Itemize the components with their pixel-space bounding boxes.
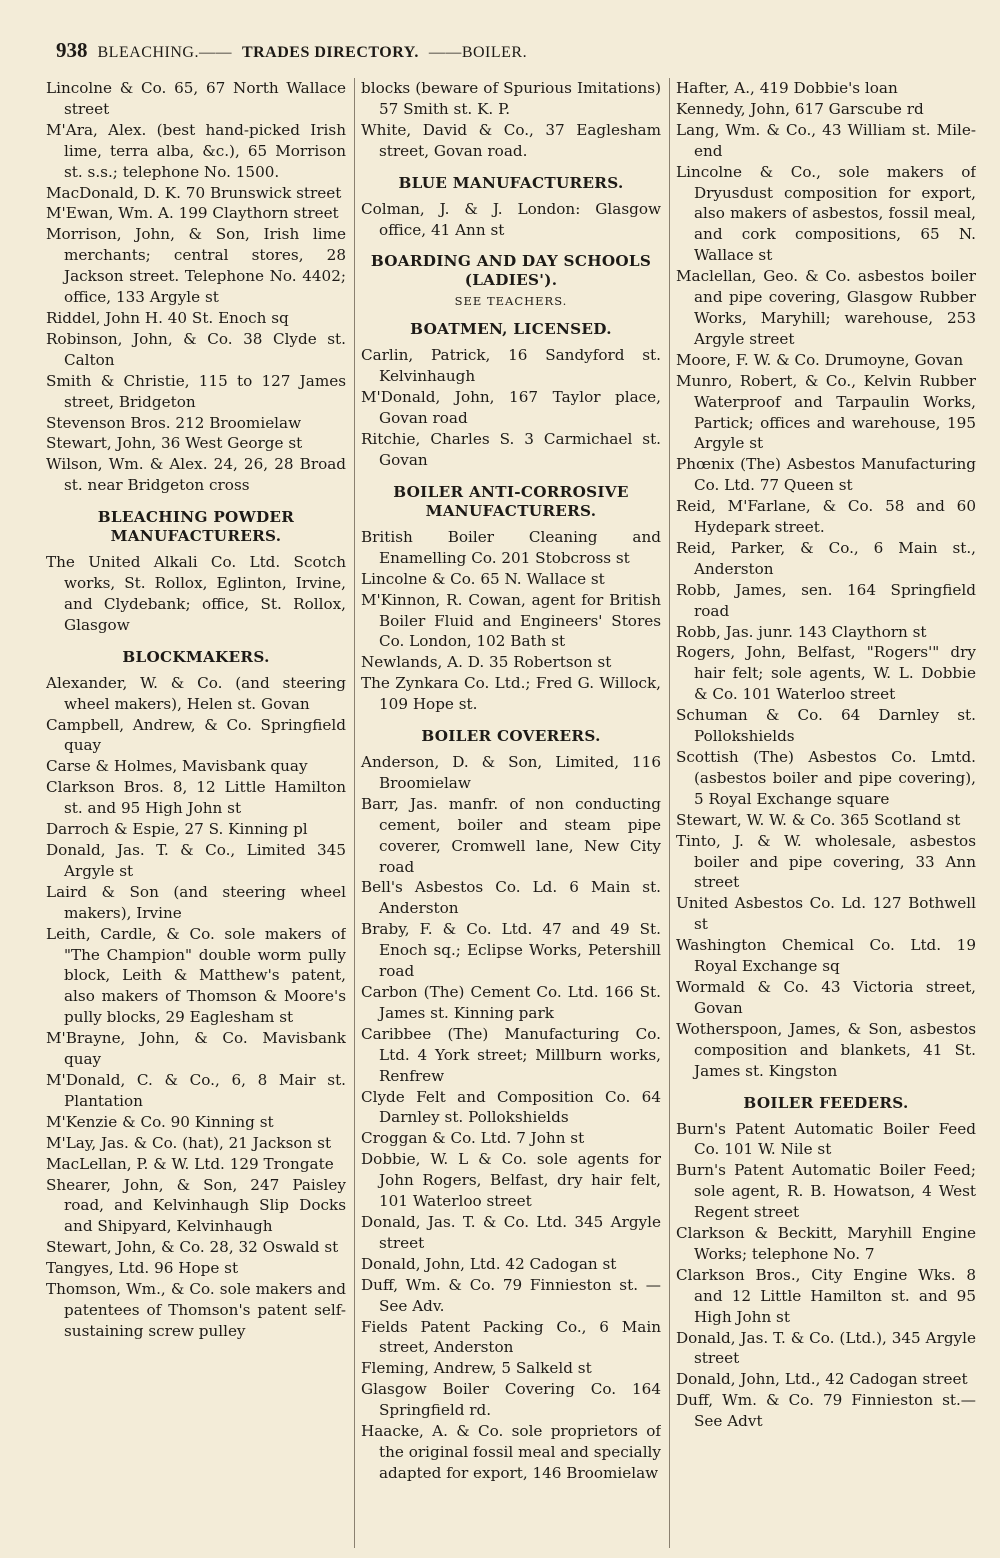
directory-entry: Laird & Son (and steering wheel makers), Irvine: [46, 882, 346, 922]
directory-entry: Colman, J. & J. London: Glasgow office, 41 Ann st: [361, 199, 661, 239]
directory-entry: Stevenson Bros. 212 Broomielaw: [46, 413, 302, 432]
running-head-left: BLEACHING.——: [97, 44, 232, 61]
directory-entry: British Boiler Cleaning and Enamelling Co. 201 Stobcross st: [361, 527, 661, 567]
directory-entry: The Zynkara Co. Ltd.; Fred G. Willock, 109 Hope st.: [361, 674, 661, 714]
directory-entry: United Asbestos Co. Ld. 127 Bothwell st: [676, 894, 976, 934]
directory-entry: Riddel, John H. 40 St. Enoch sq: [46, 308, 289, 327]
cross-reference: SEE TEACHERS.: [454, 294, 568, 309]
directory-entry: Glasgow Boiler Covering Co. 164 Springfield rd.: [361, 1380, 661, 1420]
directory-entry: Leith, Cardle, & Co. sole makers of "The Champion" double worm pully block, Leith & Matthew's patent, also makers of Thomson & Moore's pully blocks, 29 Eaglesham st: [46, 924, 346, 1027]
directory-entry: Carbon (The) Cement Co. Ltd. 166 St. James st. Kinning park: [361, 983, 661, 1022]
directory-entry: Donald, Jas. T. & Co. Ltd. 345 Argyle street: [361, 1212, 661, 1252]
section-heading: BOARDING AND DAY SCHOOLS (LADIES').: [370, 252, 652, 290]
section-heading: BLEACHING POWDER MANUFACTURERS.: [97, 508, 295, 546]
directory-entry: Haacke, A. & Co. sole proprietors of the original fossil meal and specially adapted for export, 146 Broomielaw: [361, 1422, 661, 1482]
directory-entry: Carlin, Patrick, 16 Sandyford st. Kelvinhaugh: [361, 346, 661, 386]
directory-entry: M'Donald, C. & Co., 6, 8 Mair st. Plantation: [46, 1070, 346, 1110]
directory-entry: Lincolne & Co. 65 N. Wallace st: [361, 569, 605, 588]
directory-entry: Washington Chemical Co. Ltd. 19 Royal Exchange sq: [676, 936, 976, 976]
directory-entry: Shearer, John, & Son, 247 Paisley road, and Kelvinhaugh Slip Docks and Shipyard, Kelvinhaugh: [46, 1175, 346, 1236]
directory-entry: Reid, M'Farlane, & Co. 58 and 60 Hydepark street.: [676, 497, 976, 537]
section-heading: BOILER FEEDERS.: [743, 1093, 909, 1112]
directory-entry: Scottish (The) Asbestos Co. Lmtd. (asbestos boiler and pipe covering), 5 Royal Exchange square: [676, 748, 976, 808]
directory-entry: Schuman & Co. 64 Darnley st. Pollokshields: [676, 706, 976, 746]
directory-entry: Lincolne & Co., sole makers of Dryusdust composition for export, also makers of asbestos, fossil meal, and cork compositions, 65 N. Wallace st: [676, 162, 976, 265]
directory-entry: Darroch & Espie, 27 S. Kinning pl: [46, 820, 308, 839]
directory-entry: Dobbie, W. L & Co. sole agents for John Rogers, Belfast, dry hair felt, 101 Waterloo street: [361, 1150, 661, 1211]
directory-entry: Reid, Parker, & Co., 6 Main st., Anderston: [676, 538, 976, 578]
directory-entry: Anderson, D. & Son, Limited, 116 Broomielaw: [361, 753, 661, 792]
columns: [46, 78, 991, 1548]
directory-entry: Carse & Holmes, Mavisbank quay: [46, 757, 308, 776]
directory-entry: Wilson, Wm. & Alex. 24, 26, 28 Broad st. near Bridgeton cross: [46, 455, 346, 495]
directory-entry: Phœnix (The) Asbestos Manufacturing Co. Ltd. 77 Queen st: [676, 455, 976, 495]
directory-entry: Duff, Wm. & Co. 79 Finnieston st.—See Advt: [676, 1391, 976, 1431]
directory-entry: Donald, John, Ltd., 42 Cadogan street: [676, 1370, 968, 1389]
directory-entry: Bell's Asbestos Co. Ld. 6 Main st. Anderston: [361, 878, 661, 918]
directory-entry: M'Donald, John, 167 Taylor place, Govan road: [361, 388, 661, 428]
directory-entry: Newlands, A. D. 35 Robertson st: [361, 653, 612, 672]
directory-entry: Robb, James, sen. 164 Springfield road: [676, 580, 976, 620]
section-heading: BOATMEN, LICENSED.: [410, 320, 612, 339]
directory-entry: Thomson, Wm., & Co. sole makers and patentees of Thomson's patent self-sustaining screw pulley: [46, 1280, 346, 1340]
directory-entry: Fleming, Andrew, 5 Salkeld st: [361, 1359, 592, 1378]
directory-entry: Clarkson Bros., City Engine Wks. 8 and 12 Little Hamilton st. and 95 High John st: [676, 1265, 976, 1326]
directory-entry: Wormald & Co. 43 Victoria street, Govan: [676, 977, 976, 1017]
section-heading: BOILER COVERERS.: [421, 727, 601, 746]
directory-entry: Tinto, J. & W. wholesale, asbestos boiler and pipe covering, 33 Ann street: [676, 831, 976, 892]
section-heading: BLOCKMAKERS.: [122, 647, 270, 666]
directory-entry: Alexander, W. & Co. (and steering wheel makers), Helen st. Govan: [46, 673, 346, 713]
directory-entry: Barr, Jas. manfr. of non conducting cement, boiler and steam pipe coverer, Cromwell lane, New City road: [361, 794, 661, 876]
directory-entry: Burn's Patent Automatic Boiler Feed; sole agent, R. B. Howatson, 4 West Regent street: [676, 1161, 976, 1222]
directory-entry: Stewart, W. W. & Co. 365 Scotland st: [676, 810, 961, 829]
directory-entry: Caribbee (The) Manufacturing Co. Ltd. 4 York street; Millburn works, Renfrew: [361, 1024, 661, 1085]
directory-entry: M'Ara, Alex. (best hand-picked Irish lime, terra alba, &c.), 65 Morrison st. s.s.; telephone No. 1500.: [46, 120, 346, 181]
directory-entry: Lang, Wm. & Co., 43 William st. Mile-end: [676, 120, 976, 160]
directory-entry: Stewart, John, & Co. 28, 32 Oswald st: [46, 1238, 339, 1257]
directory-entry: Maclellan, Geo. & Co. asbestos boiler and pipe covering, Glasgow Rubber Works, Maryhill; warehouse, 253 Argyle street: [676, 267, 976, 348]
directory-entry: Morrison, John, & Son, Irish lime merchants; central stores, 28 Jackson street. Telephone No. 4402; office, 133 Argyle st: [46, 225, 346, 307]
directory-entry: M'Lay, Jas. & Co. (hat), 21 Jackson st: [46, 1133, 332, 1152]
directory-entry: Burn's Patent Automatic Boiler Feed Co. 101 W. Nile st: [676, 1119, 976, 1159]
directory-entry: Munro, Robert, & Co., Kelvin Rubber Waterproof and Tarpaulin Works, Partick; offices and warehouse, 195 Argyle st: [676, 371, 976, 453]
running-head-right: ——BOILER.: [428, 44, 528, 61]
directory-entry: Clarkson & Beckitt, Maryhill Engine Works; telephone No. 7: [676, 1224, 976, 1263]
page-number: 938: [56, 38, 88, 62]
directory-entry: Stewart, John, 36 West George st: [46, 434, 303, 453]
column-3: [669, 78, 976, 1548]
directory-entry: Donald, John, Ltd. 42 Cadogan st: [361, 1254, 617, 1273]
directory-entry: Campbell, Andrew, & Co. Springfield quay: [46, 715, 346, 755]
directory-entry: M'Kinnon, R. Cowan, agent for British Boiler Fluid and Engineers' Stores Co. London, 102 Bath st: [361, 590, 661, 651]
directory-entry: Ritchie, Charles S. 3 Carmichael st. Govan: [361, 430, 661, 469]
directory-entry: MacDonald, D. K. 70 Brunswick street: [46, 183, 342, 202]
directory-entry: M'Kenzie & Co. 90 Kinning st: [46, 1112, 274, 1131]
directory-entry: Tangyes, Ltd. 96 Hope st: [46, 1259, 239, 1278]
directory-entry: Smith & Christie, 115 to 127 James street, Bridgeton: [46, 371, 346, 411]
directory-entry: Clarkson Bros. 8, 12 Little Hamilton st. and 95 High John st: [46, 778, 346, 818]
column-1: [46, 78, 346, 1548]
directory-entry: Kennedy, John, 617 Garscube rd: [676, 99, 924, 118]
directory-entry: Croggan & Co. Ltd. 7 John st: [361, 1129, 585, 1148]
directory-entry: Braby, F. & Co. Ltd. 47 and 49 St. Enoch sq.; Eclipse Works, Petershill road: [361, 920, 661, 981]
directory-entry: M'Ewan, Wm. A. 199 Claythorn street: [46, 204, 339, 223]
directory-entry: Donald, Jas. T. & Co., Limited 345 Argyle st: [46, 841, 346, 880]
directory-entry: Fields Patent Packing Co., 6 Main street, Anderston: [361, 1317, 661, 1357]
section-heading: BLUE MANUFACTURERS.: [398, 173, 624, 192]
directory-entry: Hafter, A., 419 Dobbie's loan: [676, 79, 898, 97]
page-header: [56, 38, 956, 70]
directory-entry: Moore, F. W. & Co. Drumoyne, Govan: [676, 350, 964, 369]
directory-entry: Robinson, John, & Co. 38 Clyde st. Calton: [46, 329, 346, 369]
directory-entry: Clyde Felt and Composition Co. 64 Darnley st. Pollokshields: [361, 1087, 661, 1127]
directory-entry: Duff, Wm. & Co. 79 Finnieston st. —See Adv.: [361, 1275, 661, 1315]
directory-entry: M'Brayne, John, & Co. Mavisbank quay: [46, 1029, 346, 1069]
section-heading: BOILER ANTI-CORROSIVE MANUFACTURERS.: [393, 482, 629, 520]
directory-entry: MacLellan, P. & W. Ltd. 129 Trongate: [46, 1154, 334, 1173]
directory-entry: blocks (beware of Spurious Imitations) 57 Smith st. K. P.: [361, 79, 661, 118]
directory-entry: Rogers, John, Belfast, "Rogers'" dry hair felt; sole agents, W. L. Dobbie & Co. 101 Waterloo street: [676, 643, 976, 704]
directory-entry: Robb, Jas. junr. 143 Claythorn st: [676, 622, 927, 641]
directory-entry: Wotherspoon, James, & Son, asbestos composition and blankets, 41 St. James st. Kingston: [676, 1019, 976, 1080]
column-2: [354, 78, 661, 1548]
directory-entry: The United Alkali Co. Ltd. Scotch works, St. Rollox, Eglinton, Irvine, and Clydebank; office, St. Rollox, Glasgow: [46, 553, 346, 634]
directory-entry: White, David & Co., 37 Eaglesham street, Govan road.: [361, 120, 661, 160]
running-head-center: TRADES DIRECTORY.: [241, 44, 419, 61]
directory-entry: Donald, Jas. T. & Co. (Ltd.), 345 Argyle street: [676, 1328, 976, 1368]
directory-entry: Lincolne & Co. 65, 67 North Wallace street: [46, 79, 346, 118]
